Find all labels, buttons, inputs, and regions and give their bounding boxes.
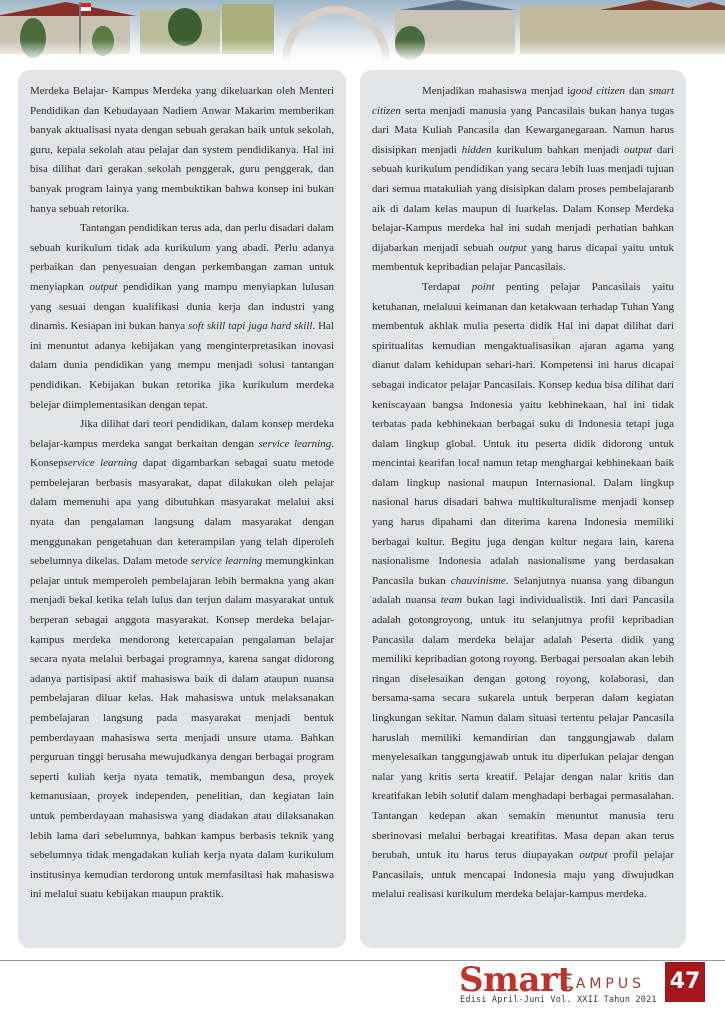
text-run: yang harus dicapai yaitu untuk membentuk kepribadian pelajar Pancasilais. <box>372 241 674 274</box>
text-run: dan <box>625 85 649 97</box>
italic-term: soft skill tapi juga hard skill <box>188 320 313 333</box>
text-run: serta menjadi manusia yang Pancasilais bukan hanya tugas dari Mata Kuliah Pancasila dan Kewarganegaraan. Namun harus disisipkan menjadi <box>372 104 674 156</box>
paragraph <box>30 82 334 219</box>
logo-smart-text: Smart <box>459 960 573 1000</box>
italic-term: output <box>498 241 527 254</box>
campus-roof-shape <box>400 0 516 10</box>
header-photo-strip <box>0 0 725 62</box>
paragraph <box>372 82 674 278</box>
text-run: Menjadikan mahasiswa menjad i <box>422 85 571 97</box>
article-column-left <box>18 70 346 948</box>
italic-term: smart citizen <box>372 85 674 117</box>
article-column-right <box>360 70 686 948</box>
text-run: dari sebuah kurikulum pendidikan yang secara lebih luas menjadi tujuan dari semua matakuliah yang disisipkan dalam proses pembelajaranb aik di dalam kelas maupun di luarkelas. Dalam Konsep Merdeka belajar-Kampus merdeka hal ini sudah menjadi perhatian bahkan dijabarkan menjadi sebuah <box>372 143 674 254</box>
paragraph <box>30 415 334 905</box>
text-run: . Selanjutnya nuansa yang dibangun adalah nuansa <box>372 574 674 607</box>
text-run: . Konsep <box>30 437 334 470</box>
text-run: penting pelajar Pancasilais yaitu ketuhanan, melaluui keimanan dan ketakwaan terhadap Tuhan Yang membentuk akhlak mulia peserta didik Hal ini dapat dilihat dari spiritualitas kemudian mengaktualisasikan ajaran agama yang dianut dalam kehidupan sehari-hari. Kompetensi ini harus dicapai sebagai indicator pelajar Pancasilais. Konsep kedua bisa dilihat dari keniscayaan bangsa Indonesia yaitu kebhinekaan, hal ini tidak terbatas pada kebhinekaan berbagai suku di Indonesia tetapi juga dalam lingkup global. Untuk itu peserta didik didorong untuk mencintai kearifan local namun tetap menghargai kebhinekaan baik dalam lingkup nasional maupun Internasional. Dalam lingkup nasional harus disadari bahwa multikulturalisme menjadi konsep yang harus dipahami dan diterima karena Indonesia memiliki berbagai kultur. Begitu juga dengan kultur negara lain, karena nasionalisme Indonesia adalah nasionalisme yang berdasakan Pancasila bukan <box>372 280 674 587</box>
text-run: Tantangan pendidikan terus ada, dan perlu disadari dalam sebuah kurikulum tidak ada kurikulum yang abadi. Perlu adanya perbaikan dan penyesuaian dengan perkembangan zaman untuk menyiapkan <box>30 222 334 293</box>
italic-term: good citizen <box>570 85 626 97</box>
italic-term: output <box>89 280 118 293</box>
italic-term: output <box>623 143 653 156</box>
text-run: Merdeka Belajar- Kampus Merdeka yang dikeluarkan oleh Menteri Pendidikan dan Kebudayaan Nadiem Anwar Makarim memberikan banyak aktualisasi nyata dengan sebuah gerakan baik untuk sekolah, guru, kepala sekolah atau pelajar dan system pendidikanya. Hal ini bisa dilihat dari gerakan sekolah penggerak, guru penggerak, dan banyak program lainya yang membuktikan bahwa konsep ini bukan hanya sebuah retorika. <box>30 85 334 215</box>
italic-term: output <box>579 849 608 862</box>
italic-term: hidden <box>461 143 492 156</box>
italic-term: team <box>440 594 463 607</box>
italic-term: service learning <box>190 555 263 568</box>
text-run: memungkinkan pelajar untuk memperoleh pembelajaran lebih bermakna yang akan menjadi bekal ketika telah lulus dan terjun dalam masyarakat untuk berperan sebagai anggota masyarakat. Konsep merdeka belajar-kampus merdeka mendorong ketercapaian pengalaman belajar secara nyata melalui berbagai programnya, karena sangat didorong adanya partisipasi aktif mahasiswa baik di dalam ataupun nuansa pembelajaran diluar kelas. Hak mahasiswa untuk melaksanakan pembelajaran langsung pada masyarakat menjadi bentuk pemberdayaan mahasiswa serta menjadi unsure utama. Bahkan perguruan tinggi berusaha mewujudkanya dengan berbagai program seperti kuliah kerja nyata tematik, membangun desa, proyek kemanusiaan, proyek independen, penelitian, dan kegiatan lain untuk pemberdayaan mahasiswa yang diadakan atau dilaksanakan lebih lama dari sebelumnya, bahkan kampus berbasis teknik yang sebelumnya tidak mengadakan kuliah kerja nyata dalam kurikulum institusinya kemudian terdorong untuk memfasiltasi hak mahasiswa ini melalui suatu kebijakan maupun praktik. <box>30 555 334 901</box>
italic-term: service learning <box>258 437 332 450</box>
magazine-logo <box>459 960 659 1000</box>
text-run: dapat digambarkan sebagai suatu metode pembelejaran berbasis masyarakat, dapat dilakukan oleh pelajar dalam memenuhi apa yang dibutuhkan masyarakat melalui aksi nyata dan pengalaman langsung dalam masyarakat dengan menggunakan pengetahuan dan keterampilan yang telah diperoleh sebelumnya dikelas. Dalam metode <box>30 457 334 568</box>
flag-shape <box>81 7 91 11</box>
italic-term: service learning <box>63 457 138 470</box>
italic-term: point <box>471 280 495 293</box>
header-fade <box>0 40 725 62</box>
text-run: . Hal ini menuntut adanya kebijakan yang menginterpretasikan inovasi dalam dunia pendidikan yang mempu menjadi solusi tantangan pendidikan. Kebijakan bukan retorika jika kurikulum merdeka belejar diimplementasikan dengan tepat. <box>30 320 334 411</box>
text-run: Terdapat <box>422 280 472 293</box>
text-run: Jika dilihat dari teori pendidikan, dalam konsep merdeka belajar-kampus merdeka sangat berkaitan dengan <box>30 418 334 450</box>
page-number: 47 <box>665 962 705 1002</box>
campus-roof-shape <box>680 2 725 10</box>
paragraph <box>30 219 334 415</box>
text-run: bukan lagi individualistik. Inti dari Pancasila adalah gotongroyong, untuk itu selanjutnya profil kepribadian Pancasila dalam merdeka belajar adalah Peserta didik yang memiliki kepribadian gotong royong. Berbagai persoalan akan lebih ringan diselesaikan dengan gotong royong, kolaborasi, dan bersama-sama secara sukarela untuk berperan dalam kegiatan lingkungan sekitar. Namun dalam situasi tertentu pelajar Pancasila haruslah memiliki kemandirian dan tanggungjawab dalam menyelesaikan tanggungjawab untuk itu diperlukan pelajar dengan nalar yang kritis serta kreatif. Pelajar dengan nalar kritis dan kreatifakan lebih solutif dalam menghadapi berbagai permasalahan. Tantangan kedepan akan semakin menuntut manusia teru sberinovasi melalui berbagai kreatifitas. Masa depan akan terus berubah, untuk itu harus terus diupayakan <box>372 594 674 862</box>
text-run: pendidikan yang mampu menyiapkan lulusan yang sesuai dengan kualifikasi dunia kerja dan industri yang dinamis. Kesiapan ini bukan hanya <box>30 280 334 333</box>
text-run: profil pelajar Pancasilais, untuk mencapai Indonesia maju yang diwujudkan melalui realisasi kurikulum merdeka belajar-kampus merdeka. <box>372 849 674 901</box>
text-run: kurikulum bahkan menjadi <box>491 143 624 156</box>
edition-info: Edisi April-Juni Vol. XXII Tahun 2021 <box>460 995 657 1005</box>
italic-term: chauvinisme <box>450 574 506 587</box>
campus-roof-shape <box>0 2 136 16</box>
logo-campus-text: CAMPUS <box>562 976 646 992</box>
paragraph <box>372 278 674 905</box>
